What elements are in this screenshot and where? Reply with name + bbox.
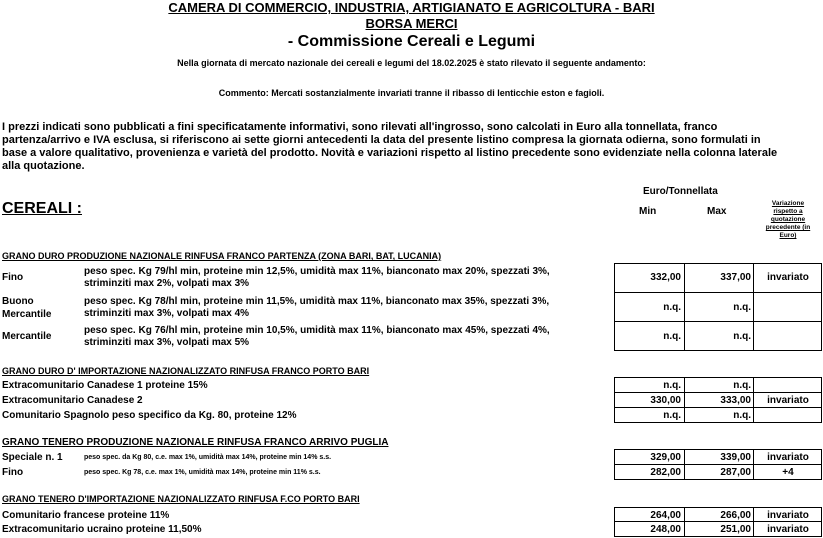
variation-header-line: Euro) — [779, 232, 797, 239]
disclaimer-line: I prezzi indicati sono pubblicati a fini specificatamente informativi, sono rilevati all'ingrosso, sono calcolati in Euro alla tonnellata, franco — [2, 121, 718, 133]
row-description-line: striminziti max 3%, volpati max 5% — [84, 337, 250, 348]
row-description: peso spec. da Kg 80, c.e. max 1%, umidità max 14%, proteine min 14% s.s. — [84, 454, 332, 461]
row-name: Extracomunitario ucraino proteine 11,50% — [2, 524, 202, 535]
max-value: 251,00 — [720, 524, 751, 535]
row-description — [84, 325, 550, 349]
grid-line — [614, 392, 822, 393]
grid-line — [614, 521, 822, 522]
variation-value: invariato — [767, 395, 809, 406]
row-name: Extracomunitario Canadese 2 — [2, 395, 143, 406]
row-name: Comunitario Spagnolo peso specifico da Kg. 80, proteine 12% — [2, 410, 297, 421]
row-description — [84, 266, 550, 290]
row-description — [84, 296, 549, 320]
section-title: GRANO DURO D' IMPORTAZIONE NAZIONALIZZATO RINFUSA FRANCO PORTO BARI — [2, 366, 370, 376]
grid-line — [614, 464, 822, 465]
grid-line — [753, 507, 754, 537]
min-value: 332,00 — [650, 272, 681, 283]
grid-line — [821, 507, 822, 537]
grid-line — [614, 407, 822, 408]
max-value: 339,00 — [720, 452, 751, 463]
disclaimer — [2, 121, 820, 173]
min-value: 330,00 — [650, 395, 681, 406]
min-header: Min — [639, 206, 657, 217]
grid-line — [614, 422, 822, 423]
grid-line — [614, 507, 822, 508]
grid-line — [614, 263, 615, 351]
row-description-line: peso spec. Kg 76/hl min, proteine min 10,5%, umidità max 11%, bianconato max 45%, spezzati 4%, — [84, 325, 550, 336]
unit-label: Euro/Tonnellata — [643, 186, 718, 197]
variation-value: invariato — [767, 524, 809, 535]
exchange-title: BORSA MERCI — [365, 16, 458, 31]
grid-line — [614, 449, 615, 480]
min-value: n.q. — [663, 410, 681, 421]
grid-line — [684, 377, 685, 423]
variation-value: invariato — [767, 452, 809, 463]
disclaimer-line: alla quotazione. — [2, 160, 85, 172]
section-title: GRANO TENERO PRODUZIONE NAZIONALE RINFUSA FRANCO ARRIVO PUGLIA — [2, 437, 389, 448]
max-header: Max — [707, 206, 727, 217]
min-value: 248,00 — [650, 524, 681, 535]
disclaimer-line: partenza/arrivo e IVA esclusa, si riferiscono ai sette giorni antecedenti la data del presente listino compresa la giornata odierna, sono formulati in — [2, 134, 761, 146]
row-description-line: striminziti max 2%, volpati max 3% — [84, 278, 250, 289]
max-value: 337,00 — [720, 272, 751, 283]
variation-value: invariato — [767, 272, 809, 283]
row-name: Mercantile — [2, 331, 52, 342]
max-value: n.q. — [733, 410, 751, 421]
grid-line — [614, 263, 822, 264]
row-name: Fino — [2, 272, 24, 283]
grid-line — [821, 263, 822, 351]
row-description-line: peso spec. Kg 79/hl min, proteine min 12,5%, umidità max 11%, bianconato max 20%, spezzati 3%, — [84, 266, 550, 277]
max-value: n.q. — [733, 302, 751, 313]
row-name: Extracomunitario Canadese 1 proteine 15% — [2, 380, 208, 391]
grid-line — [614, 292, 822, 293]
grid-line — [614, 507, 615, 537]
grid-line — [753, 449, 754, 480]
section-title: GRANO TENERO D'IMPORTAZIONE NAZIONALIZZATO RINFUSA F.CO PORTO BARI — [2, 494, 360, 504]
grid-line — [821, 449, 822, 480]
grid-line — [684, 449, 685, 480]
commission-title: - Commissione Cereali e Legumi — [287, 33, 536, 50]
variation-value: +4 — [782, 467, 794, 478]
comment-text: Commento: Mercati sostanzialmente invariati tranne il ribasso di lenticchie eston e fagioli. — [218, 88, 605, 98]
disclaimer-line: base a valore qualitativo, provenienza e varietà del prodotto. Novità e variazioni rispetto al listino precedente sono evidenziate nella colonna laterale — [2, 147, 778, 159]
chamber-title: CAMERA DI COMMERCIO, INDUSTRIA, ARTIGIANATO E AGRICOLTURA - BARI — [168, 0, 655, 15]
row-name: Buono — [2, 296, 34, 307]
max-value: 266,00 — [720, 510, 751, 521]
grid-line — [614, 536, 822, 537]
row-description-line: peso spec. Kg 78/hl min, proteine min 11,5%, umidità max 11%, bianconato max 35%, spezzati 3%, — [84, 296, 550, 307]
grid-line — [614, 479, 822, 480]
min-value: n.q. — [663, 302, 681, 313]
max-value: 287,00 — [720, 467, 751, 478]
grid-line — [614, 377, 822, 378]
row-description-line: striminziti max 3%, volpati max 4% — [84, 308, 250, 319]
grid-line — [684, 507, 685, 537]
grid-line — [614, 449, 822, 450]
variation-value: invariato — [767, 510, 809, 521]
grid-line — [753, 263, 754, 351]
variation-header-line: Variazione — [771, 200, 805, 207]
category-heading: CEREALI : — [2, 200, 82, 217]
intro-text: Nella giornata di mercato nazionale dei cereali e legumi del 18.02.2025 è stato rilevato il seguente andamento: — [177, 58, 646, 68]
grid-line — [614, 350, 822, 351]
row-name: Mercantile — [2, 309, 52, 320]
section-title: GRANO DURO PRODUZIONE NAZIONALE RINFUSA FRANCO PARTENZA (ZONA BARI, BAT, LUCANIA) — [2, 251, 442, 261]
variation-header-line: rispetto a — [773, 208, 803, 215]
max-value: n.q. — [733, 331, 751, 342]
row-description: peso spec. Kg 78, c.e. max 1%, umidità max 14%, proteine min 11% s.s. — [84, 469, 321, 476]
grid-line — [753, 377, 754, 423]
min-value: 329,00 — [650, 452, 681, 463]
grid-line — [684, 263, 685, 351]
min-value: n.q. — [663, 380, 681, 391]
row-name: Fino — [2, 467, 24, 478]
variation-header — [755, 200, 821, 240]
max-value: n.q. — [733, 380, 751, 391]
min-value: 282,00 — [650, 467, 681, 478]
row-name: Comunitario francese proteine 11% — [2, 510, 170, 521]
variation-header-line: quotazione — [770, 216, 806, 223]
grid-line — [614, 321, 822, 322]
max-value: 333,00 — [720, 395, 751, 406]
grid-line — [821, 377, 822, 423]
min-value: 264,00 — [650, 510, 681, 521]
grid-line — [614, 377, 615, 423]
variation-header-line: precedente (in — [765, 224, 811, 231]
row-name: Speciale n. 1 — [2, 452, 63, 463]
min-value: n.q. — [663, 331, 681, 342]
